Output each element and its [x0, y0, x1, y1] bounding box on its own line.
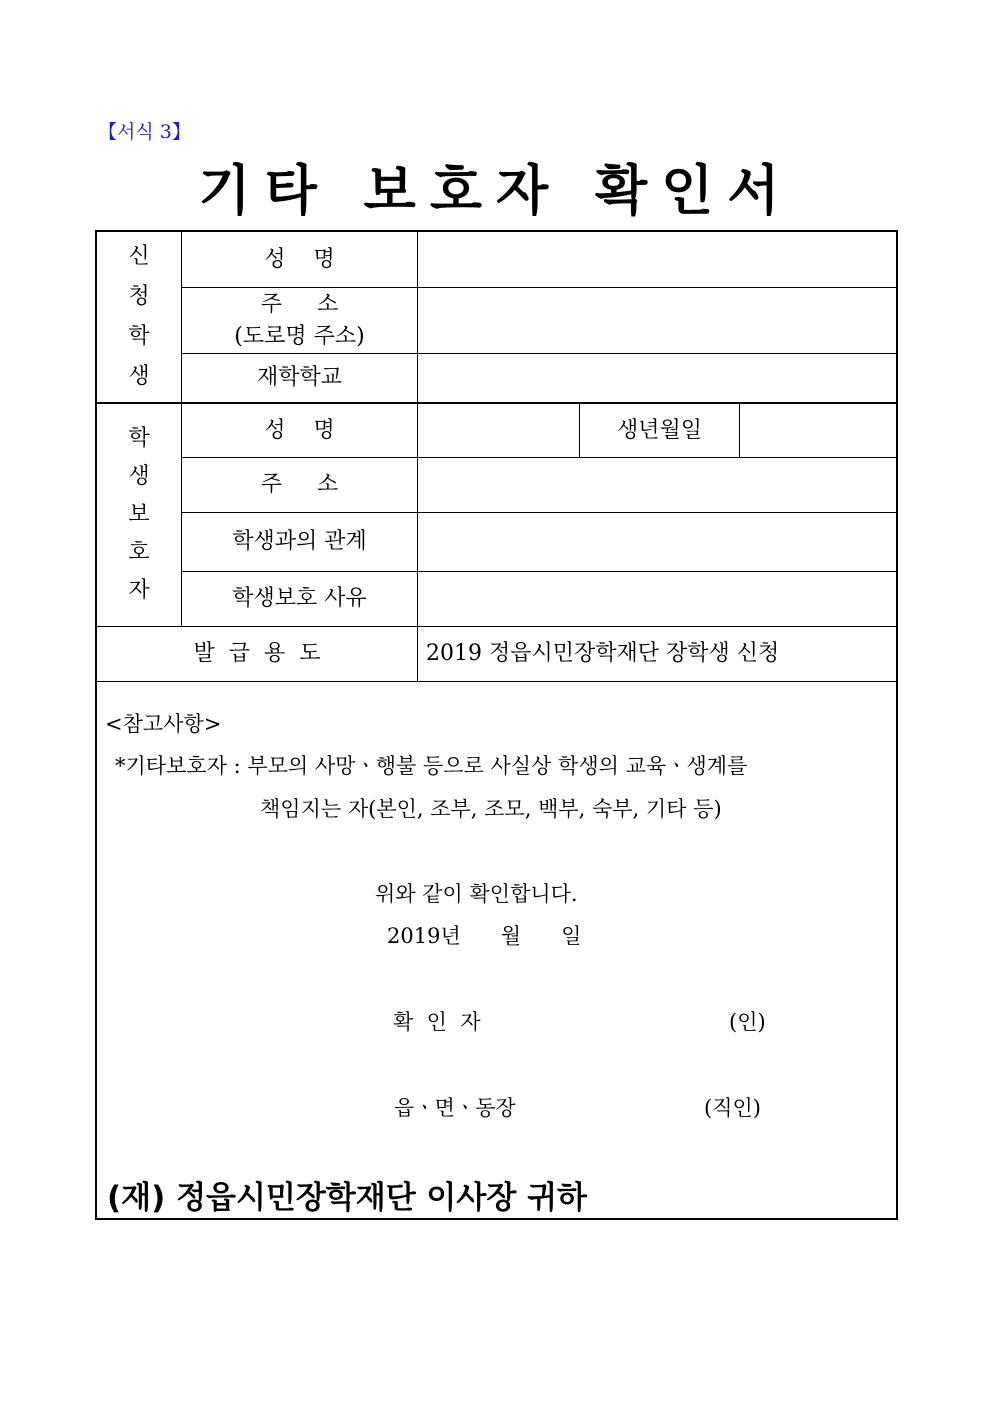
applicant-address-label: 주 소 (도로명 주소): [234, 291, 365, 349]
guardian-relation-label: 학생과의 관계: [232, 529, 367, 555]
page-title: 기타 보호자 확인서: [198, 159, 794, 222]
confirmation-form-table: [95, 230, 898, 1220]
applicant-name-label: 성 명: [264, 246, 335, 272]
guardian-address-field[interactable]: [418, 458, 898, 512]
purpose-value: 2019 정읍시민장학재단 장학생 신청: [426, 641, 780, 667]
applicant-address-field[interactable]: [418, 288, 898, 353]
confirm-statement: 위와 같이 확인합니다.: [375, 882, 578, 906]
form-number-label: 【서식 3】: [98, 121, 191, 143]
purpose-label: 발 급 용 도: [193, 641, 321, 667]
guardian-name-field[interactable]: [418, 404, 579, 457]
guardian-reason-field[interactable]: [418, 572, 898, 626]
official-label: 읍ㆍ면ㆍ동장: [394, 1096, 516, 1120]
applicant-name-field[interactable]: [418, 232, 898, 287]
confirm-date: 2019년 월 일: [387, 924, 582, 948]
applicant-group-label: 신 청 학 생: [128, 244, 150, 389]
applicant-school-field[interactable]: [418, 354, 898, 402]
guardian-birth-field[interactable]: [740, 404, 898, 457]
applicant-school-label: 재학학교: [256, 365, 342, 391]
notes-line-2: 책임지는 자(본인, 조부, 조모, 백부, 숙부, 기타 등): [260, 797, 722, 821]
official-seal: (직인): [704, 1096, 761, 1120]
guardian-reason-label: 학생보호 사유: [232, 586, 367, 612]
guardian-group-label: 학 생 보 호 자: [128, 426, 150, 603]
guardian-relation-field[interactable]: [418, 513, 898, 571]
guardian-name-label: 성 명: [264, 417, 335, 443]
notes-line-1: *기타보호자 : 부모의 사망ㆍ행불 등으로 사실상 학생의 교육ㆍ생계를: [115, 754, 748, 778]
confirmer-seal: (인): [729, 1010, 766, 1034]
confirmer-label: 확 인 자: [393, 1010, 481, 1034]
guardian-birth-label: 생년월일: [616, 417, 702, 443]
recipient-line: (재) 정읍시민장학재단 이사장 귀하: [107, 1180, 587, 1216]
guardian-address-label: 주 소: [260, 472, 339, 498]
notes-heading: <참고사항>: [105, 712, 222, 736]
